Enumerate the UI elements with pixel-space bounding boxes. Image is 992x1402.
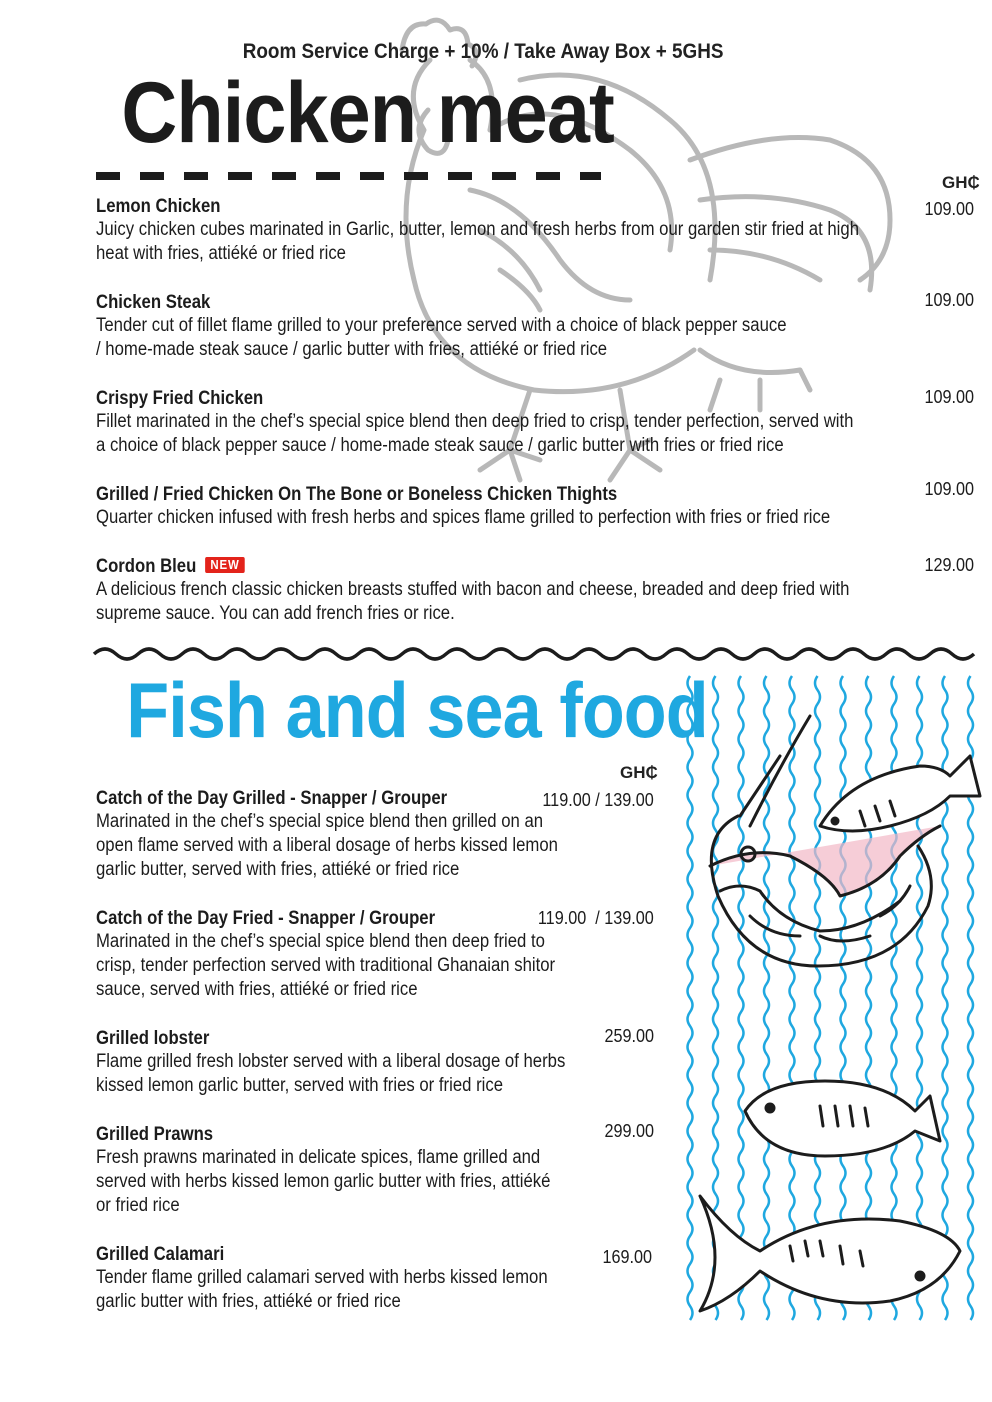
description-line: supreme sauce. You can add french fries or rice. bbox=[96, 603, 455, 624]
description-line: garlic butter with fries, attiéké or fried rice bbox=[96, 1291, 401, 1312]
menu-item-price: 299.00 bbox=[604, 1121, 654, 1141]
menu-item-description bbox=[96, 578, 906, 626]
menu-item-price: 259.00 bbox=[604, 1026, 654, 1046]
menu-item-name-row bbox=[96, 556, 245, 578]
description-line: Tender cut of fillet flame grilled to your preference served with a choice of black pepper sauce bbox=[96, 315, 787, 336]
menu-item-name: Grilled Prawns bbox=[96, 1124, 214, 1145]
description-line: Marinated in the chef’s special spice blend then grilled on an bbox=[96, 811, 544, 832]
chicken-section-title: Chicken meat bbox=[121, 65, 614, 161]
new-badge: NEW bbox=[205, 557, 245, 573]
menu-item-name: Grilled / Fried Chicken On The Bone or Boneless Chicken Thights bbox=[96, 484, 618, 505]
menu-item-name: Crispy Fried Chicken bbox=[96, 388, 264, 409]
description-line: open flame served with a liberal dosage of herbs kissed lemon bbox=[96, 835, 558, 856]
description-line: Tender flame grilled calamari served with herbs kissed lemon bbox=[96, 1267, 548, 1288]
wave-line bbox=[688, 676, 693, 1320]
menu-item-price: 109.00 bbox=[924, 479, 974, 499]
menu-item-description bbox=[96, 1050, 642, 1098]
description-line: / home-made steak sauce / garlic butter with fries, attiéké or fried rice bbox=[96, 339, 608, 360]
menu-item-price: 109.00 bbox=[924, 290, 974, 310]
fish-shrimp-illustration bbox=[680, 676, 980, 1326]
description-line: Quarter chicken infused with fresh herbs and spices flame grilled to perfection with fries or fried rice bbox=[96, 507, 831, 528]
seafood-currency-label: GH₵ bbox=[620, 763, 658, 782]
description-line: crisp, tender perfection served with traditional Ghanaian shitor bbox=[96, 955, 556, 976]
description-line: Juicy chicken cubes marinated in Garlic, butter, lemon and fresh herbs from our garden stir fried at high bbox=[96, 219, 860, 240]
seafood-section-title: Fish and sea food bbox=[126, 666, 708, 754]
menu-item-description bbox=[96, 218, 906, 266]
menu-item-name: Catch of the Day Fried - Snapper / Grouper bbox=[96, 908, 436, 929]
wave-line bbox=[790, 676, 795, 1320]
dashed-divider bbox=[96, 170, 606, 182]
wavy-divider bbox=[94, 644, 978, 664]
chicken-currency-label: GH₵ bbox=[942, 173, 980, 192]
description-line: Flame grilled fresh lobster served with a liberal dosage of herbs bbox=[96, 1051, 566, 1072]
description-line: A delicious french classic chicken breasts stuffed with bacon and cheese, breaded and deep fried with bbox=[96, 579, 850, 600]
service-charge-note: Room Service Charge + 10% / Take Away Box + 5GHS bbox=[242, 40, 724, 63]
description-line: Fresh prawns marinated in delicate spices, flame grilled and bbox=[96, 1147, 541, 1168]
description-line: or fried rice bbox=[96, 1195, 180, 1216]
menu-item-name: Lemon Chicken bbox=[96, 196, 221, 217]
menu-item-name: Chicken Steak bbox=[96, 292, 211, 313]
menu-item-description bbox=[96, 1146, 642, 1218]
description-line: kissed lemon garlic butter, served with fries or fried rice bbox=[96, 1075, 504, 1096]
menu-item-price: 109.00 bbox=[924, 199, 974, 219]
menu-item-description bbox=[96, 930, 642, 1002]
description-line: garlic butter, served with fries, attiéké or fried rice bbox=[96, 859, 460, 880]
description-line: Fillet marinated in the chef’s special spice blend then deep fried to crisp, tender perfection, served with bbox=[96, 411, 854, 432]
menu-item-price: 109.00 bbox=[924, 387, 974, 407]
menu-item-price: 129.00 bbox=[924, 555, 974, 575]
description-line: served with herbs kissed lemon garlic butter with fries, attiéké bbox=[96, 1171, 551, 1192]
wave-line bbox=[739, 676, 744, 1320]
menu-item-name: Cordon Bleu bbox=[96, 556, 197, 577]
menu-item-name: Grilled lobster bbox=[96, 1028, 210, 1049]
menu-item-price: 119.00 / 139.00 bbox=[542, 790, 654, 810]
menu-item-name: Catch of the Day Grilled - Snapper / Grouper bbox=[96, 788, 448, 809]
menu-item-description bbox=[96, 314, 906, 362]
menu-item-price: 169.00 bbox=[602, 1247, 652, 1267]
menu-item-description bbox=[96, 810, 642, 882]
menu-item-description bbox=[96, 1266, 642, 1314]
description-line: Marinated in the chef’s special spice blend then deep fried to bbox=[96, 931, 545, 952]
description-line: sauce, served with fries, attiéké or fried rice bbox=[96, 979, 418, 1000]
menu-item-description bbox=[96, 506, 906, 530]
menu-item-description bbox=[96, 410, 906, 458]
description-line: heat with fries, attiéké or fried rice bbox=[96, 243, 346, 264]
menu-item-name: Grilled Calamari bbox=[96, 1244, 225, 1265]
description-line: a choice of black pepper sauce / home-made steak sauce / garlic butter with fries or fried rice bbox=[96, 435, 784, 456]
menu-item-price: 119.00 / 139.00 bbox=[538, 908, 654, 928]
